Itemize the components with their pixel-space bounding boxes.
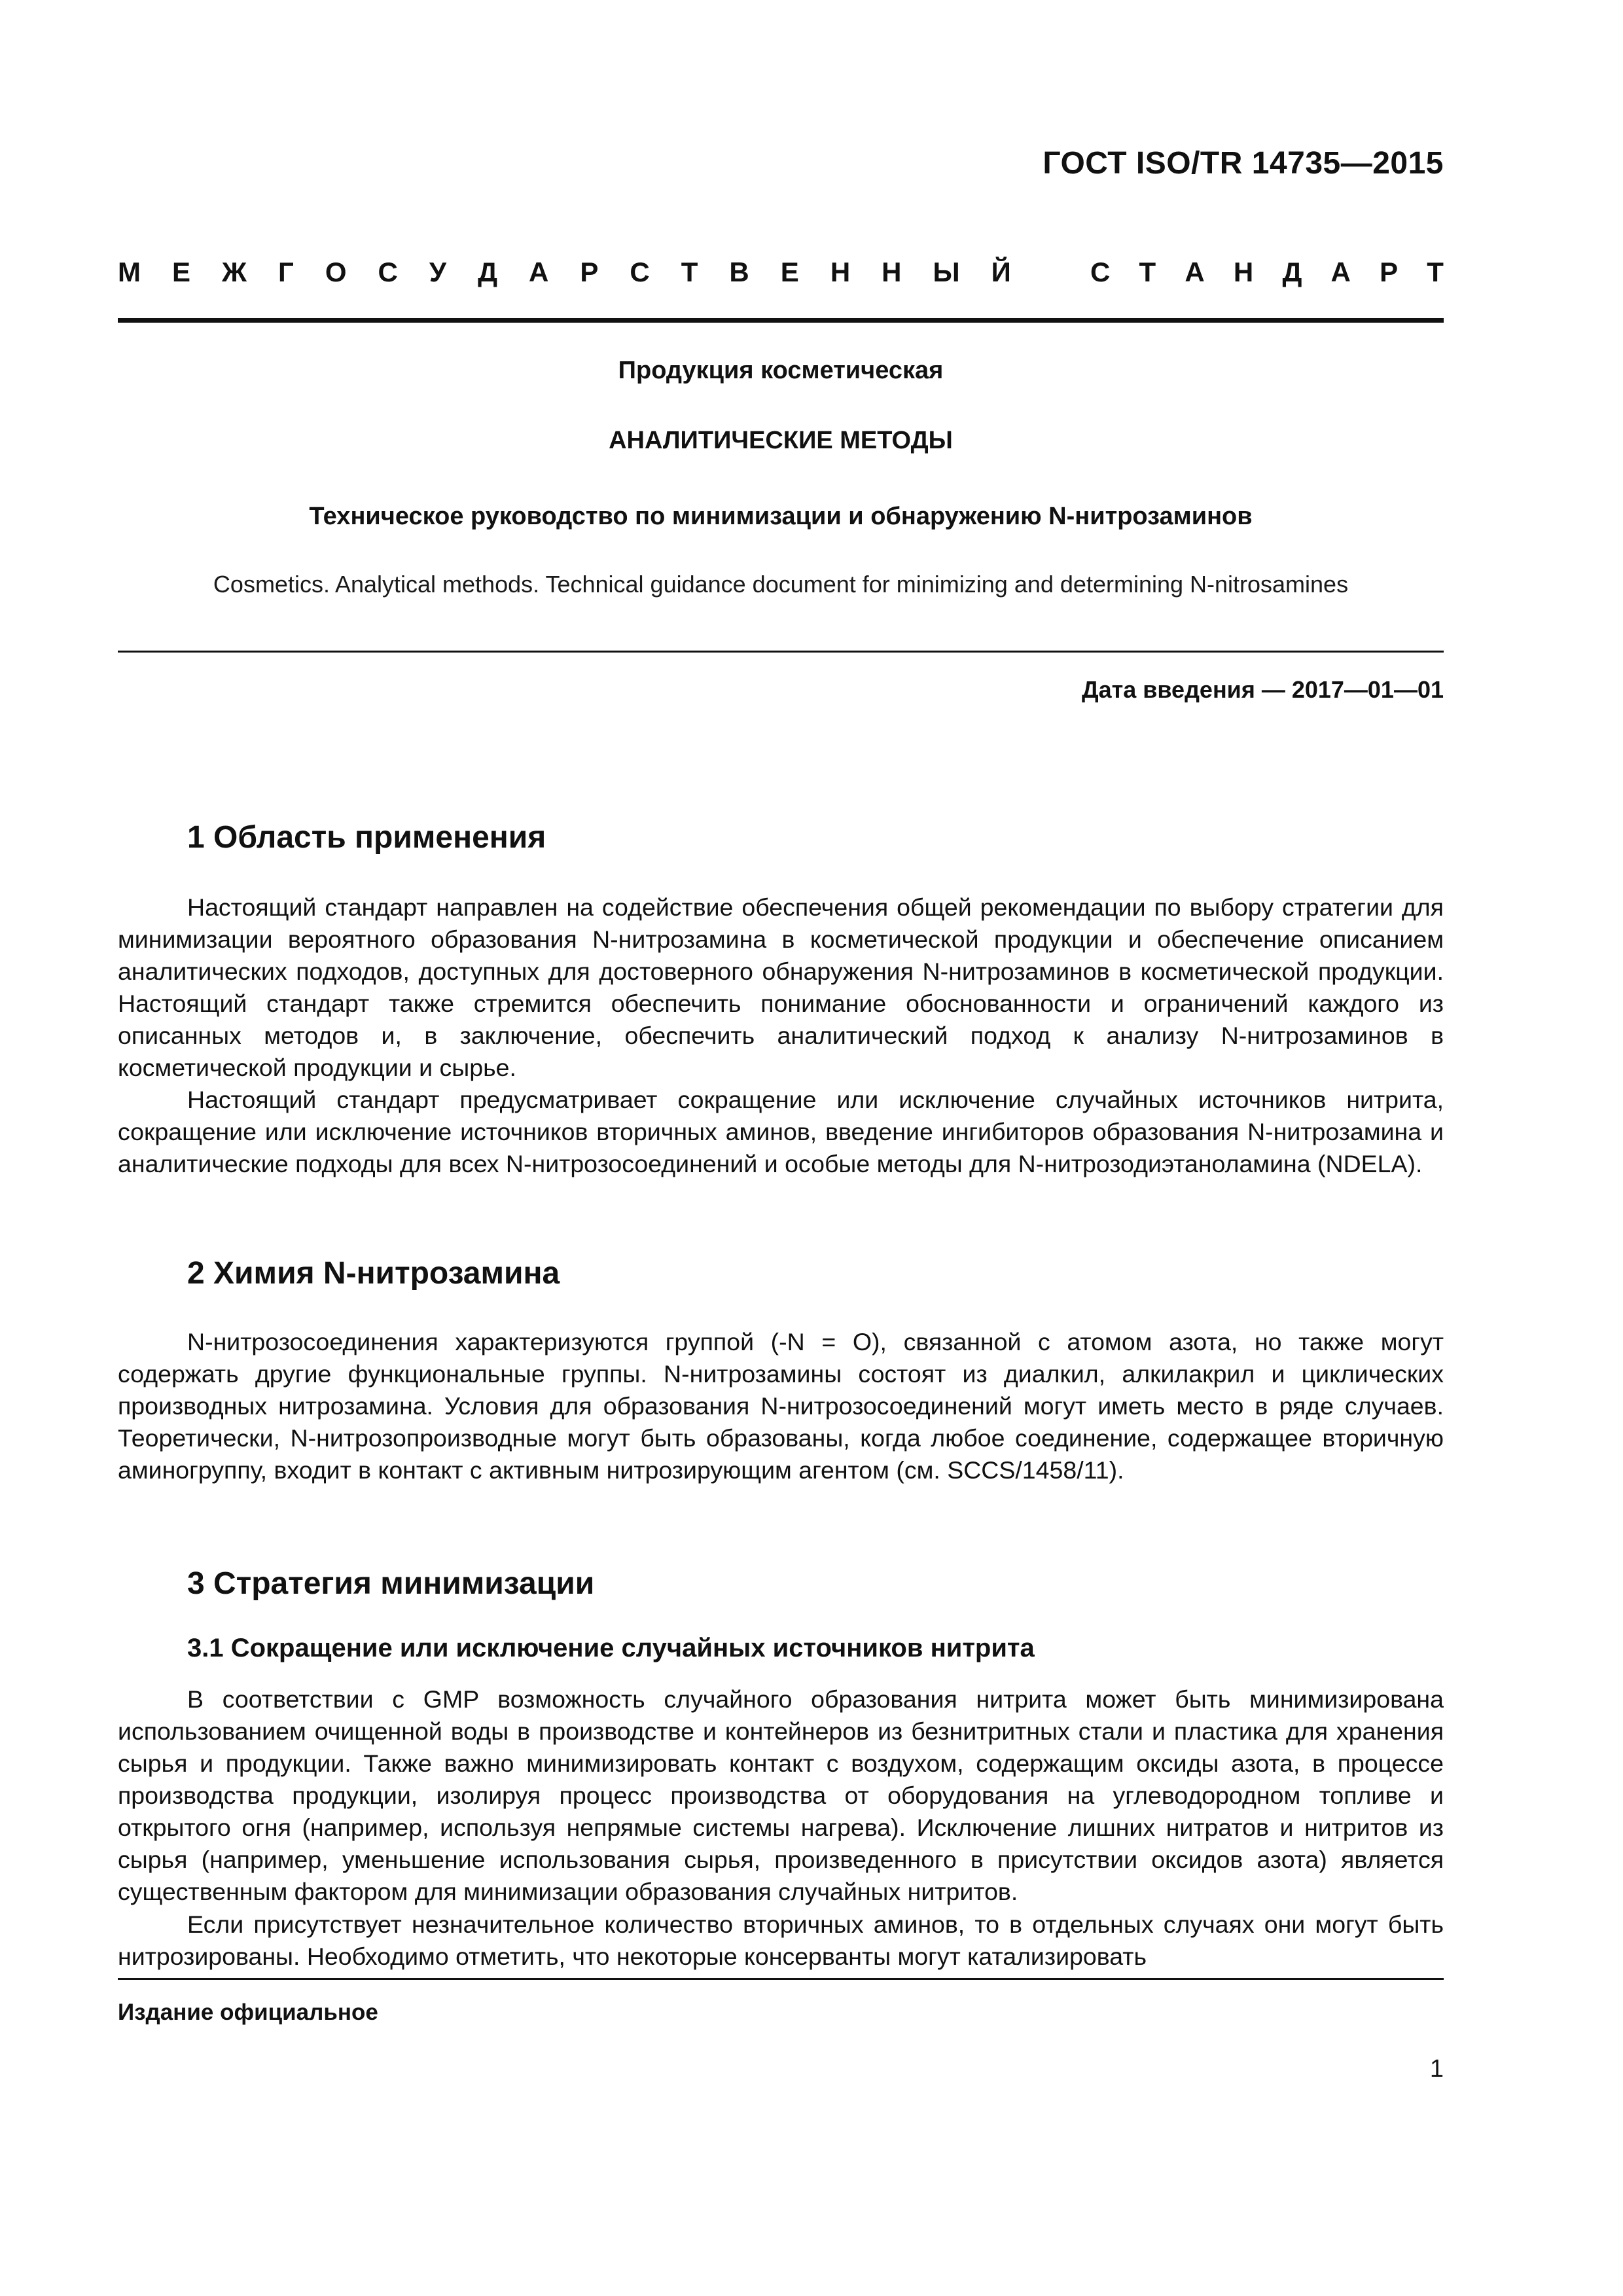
banner-letter: Е: [172, 257, 191, 287]
banner-letter: Д: [478, 257, 497, 287]
section-3-1-paragraph-2: Если присутствует незначительное количество вторичных аминов, то в отдельных случаях они могут быть нитрозированы. Необходимо отметить, что некоторые консерванты могут катализировать: [118, 1910, 1444, 1970]
page-number: 1: [1429, 2055, 1444, 2083]
section-3-heading: 3 Стратегия минимизации: [187, 1566, 595, 1601]
title-technical: Техническое руководство по минимизации и обнаружению N-нитрозаминов: [309, 503, 1253, 530]
banner-letter: В: [729, 257, 749, 287]
section-2-paragraph-1: N-нитрозосоединения характеризуются группой (-N = O), связанной с атомом азота, но также могут содержать другие функциональные группы. N-нитрозамины состоят из диалкил, алкилакрил и циклических производных нитрозамина. Условия для образования N-нитрозосоединений могут иметь место в ряде случаев. Теоретически, N-нитрозопроизводные могут быть образованы, когда любое соединение, содержащее вторичную аминогруппу, входит в контакт с активным нитрозирующим агентом (см. SCCS/1458/11).: [118, 1328, 1444, 1484]
banner-letter: Т: [1139, 257, 1156, 287]
banner-letter: Г: [278, 257, 294, 287]
banner-letter: Н: [1233, 257, 1254, 287]
banner-letter: Т: [681, 257, 698, 287]
standard-banner: [118, 257, 1444, 288]
banner-letter: Р: [580, 257, 599, 287]
banner-letter: Д: [1282, 257, 1302, 287]
intro-date: Дата введения — 2017—01—01: [1081, 676, 1444, 703]
footer-rule: [118, 1978, 1444, 1980]
section-3-1-paragraph-1: В соответствии с GMP возможность случайного образования нитрита может быть минимизирована использованием очищенной воды в производстве и контейнеров из безнитритных стали и пластика для хранения сырья и продукции. Также важно минимизировать контакт с воздухом, содержащим оксиды азота, в процессе производства продукции, изолируя процесс производства от оборудования на углеводородном топливе и открытого огня (например, используя непрямые системы нагрева). Исключение лишних нитратов и нитритов из сырья (например, уменьшение использования сырья, произведенного в присутствии оксидов азота) является существенным фактором для минимизации образования случайных нитритов.: [118, 1685, 1444, 1905]
banner-letter: У: [429, 257, 447, 287]
banner-letter: А: [1185, 257, 1205, 287]
banner-letter: О: [325, 257, 347, 287]
banner-word-standard: [1090, 257, 1444, 288]
section-1-paragraph-1: Настоящий стандарт направлен на содействие обеспечения общей рекомендации по выбору стратегии для минимизации вероятного образования N-нитрозамина в косметической продукции и обеспечение описанием аналитических подходов, доступных для достоверного обнаружения N-нитрозаминов в косметической продукции. Настоящий стандарт также стремится обеспечить понимание обоснованности и ограничений каждого из описанных методов и, в заключение, обеспечить аналитический подход к анализу N-нитрозаминов в косметической продукции и сырье.: [118, 893, 1444, 1081]
title-methods: АНАЛИТИЧЕСКИЕ МЕТОДЫ: [609, 427, 953, 454]
document-number: ГОСТ ISO/TR 14735—2015: [1043, 146, 1444, 181]
banner-letter: С: [1090, 257, 1111, 287]
banner-letter: Е: [780, 257, 799, 287]
banner-letter: М: [118, 257, 141, 287]
banner-letter: А: [1330, 257, 1351, 287]
header-rule: [118, 318, 1444, 323]
section-3-1-heading: 3.1 Сокращение или исключение случайных источников нитрита: [187, 1634, 1035, 1662]
banner-letter: Н: [882, 257, 902, 287]
banner-letter: Ж: [222, 257, 247, 287]
banner-letter: Р: [1380, 257, 1399, 287]
banner-letter: С: [378, 257, 398, 287]
section-1-paragraph-2: Настоящий стандарт предусматривает сокращение или исключение случайных источников нитрита, сокращение или исключение источников вторичных аминов, введение ингибиторов образования N-нитрозамина и аналитические подходы для всех N-нитрозосоединений и особые методы для N-нитрозодиэтаноламина (NDELA).: [118, 1086, 1444, 1177]
banner-letter: Т: [1427, 257, 1444, 287]
banner-letter: Й: [991, 257, 1011, 287]
title-rule: [118, 651, 1444, 653]
edition-label: Издание официальное: [118, 2000, 378, 2025]
banner-letter: Н: [830, 257, 851, 287]
title-english: Cosmetics. Analytical methods. Technical guidance document for minimizing and determining N-nitrosamines: [213, 571, 1349, 598]
section-1-heading: 1 Область применения: [187, 820, 546, 855]
banner-letter: А: [529, 257, 549, 287]
banner-letter: Ы: [933, 257, 960, 287]
section-2-heading: 2 Химия N-нитрозамина: [187, 1256, 560, 1291]
title-product: Продукция косметическая: [618, 357, 944, 384]
banner-letter: С: [630, 257, 650, 287]
banner-word-interstate: [118, 257, 1011, 288]
